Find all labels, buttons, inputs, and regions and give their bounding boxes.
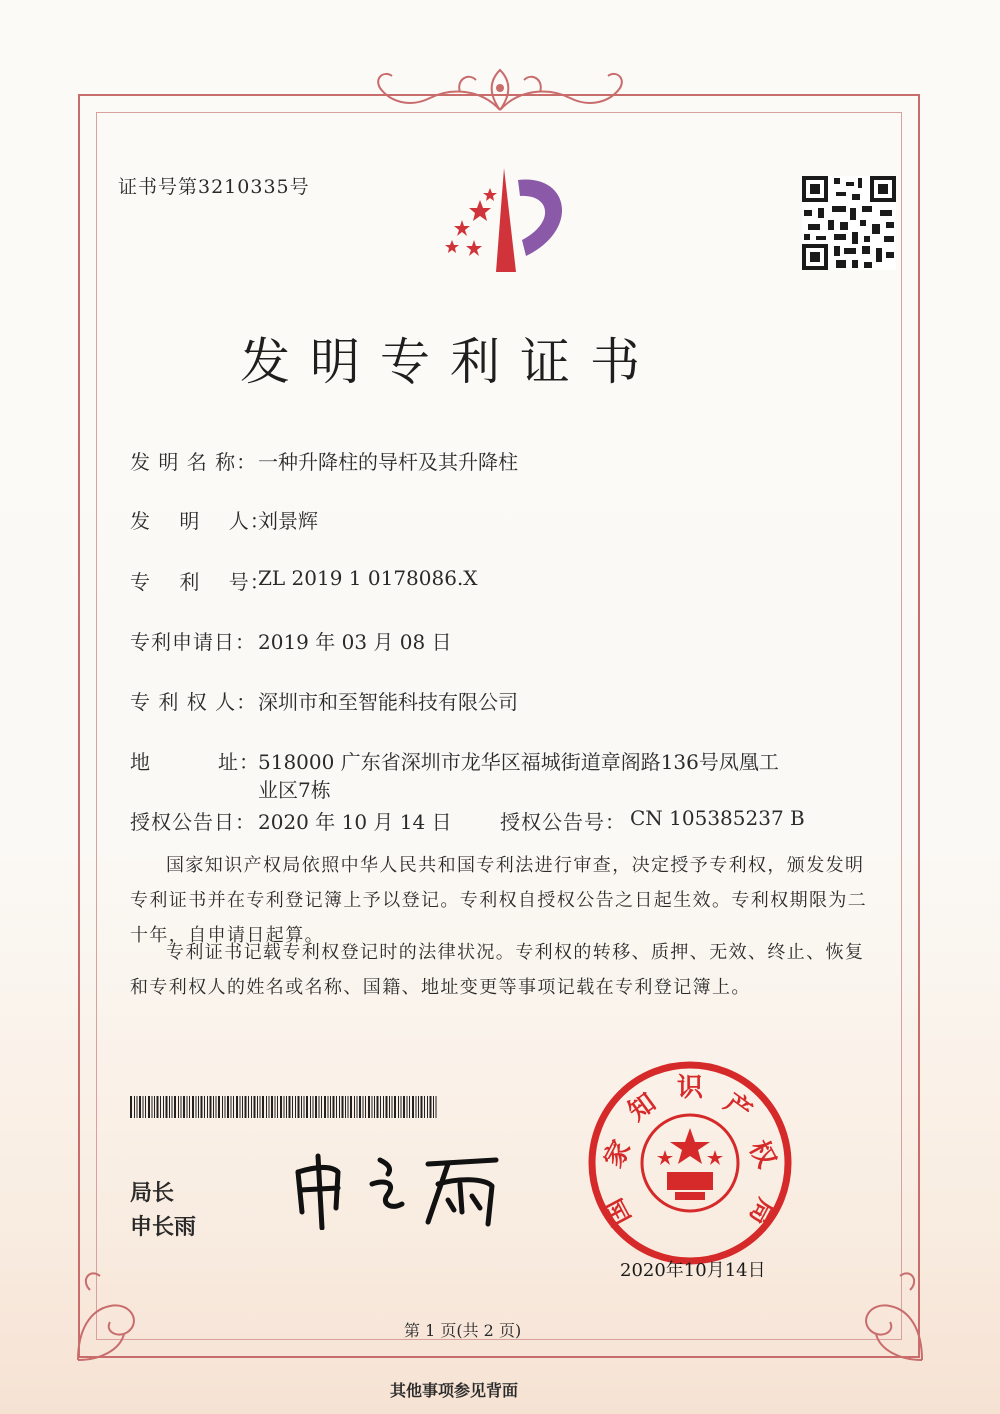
barcode-bar: [319, 1096, 320, 1118]
barcode-bar: [304, 1096, 305, 1118]
barcode-bar: [310, 1096, 311, 1118]
barcode-bar: [436, 1096, 437, 1118]
barcode-bar: [245, 1096, 247, 1118]
barcode-bar: [324, 1096, 326, 1118]
svg-text:知: 知: [622, 1087, 662, 1128]
barcode-bar: [183, 1096, 185, 1118]
barcode-bar: [189, 1096, 190, 1118]
barcode-bar: [240, 1096, 241, 1118]
barcode-bar: [350, 1096, 352, 1118]
barcode-bar: [342, 1096, 344, 1118]
barcode-bar: [424, 1096, 425, 1118]
barcode-bar: [236, 1096, 238, 1118]
patentee-value: 深圳市和至智能科技有限公司: [258, 690, 518, 714]
barcode-bar: [157, 1096, 159, 1118]
barcode-bar: [145, 1096, 146, 1118]
qr-code: [802, 176, 896, 270]
grant-date-value: 2020 年 10 月 14 日: [258, 810, 452, 834]
barcode-bar: [401, 1096, 402, 1118]
director-title: 局长: [130, 1181, 175, 1206]
grant-number-value: CN 105385237 B: [630, 806, 805, 830]
barcode-bar: [275, 1096, 276, 1118]
barcode-bar: [242, 1096, 243, 1118]
barcode-bar: [266, 1096, 267, 1118]
top-ornament: [360, 58, 640, 118]
barcode-bar: [187, 1096, 188, 1118]
barcode-bar: [225, 1096, 226, 1118]
inventor-value: 刘景辉: [258, 509, 318, 533]
barcode-bar: [363, 1096, 364, 1118]
barcode-bar: [306, 1096, 308, 1118]
barcode-bar: [130, 1096, 132, 1118]
official-seal: [585, 1058, 795, 1268]
barcode-bar: [174, 1096, 176, 1118]
statement-paragraph-1: 国家知识产权局依照中华人民共和国专利法进行审查，决定授予专利权，颁发发明专利证书并在专利登记簿上予以登记。专利权自授权公告之日起生效。专利权期限为二十年，自申请日起算。: [130, 855, 868, 946]
barcode-bar: [160, 1096, 161, 1118]
director-name: 申长雨: [130, 1215, 197, 1240]
patent-number-label: 专 利 号：: [130, 570, 271, 594]
barcode-bar: [345, 1096, 346, 1118]
barcode-bar: [213, 1096, 214, 1118]
barcode-bar: [137, 1096, 138, 1118]
barcode-bar: [301, 1096, 302, 1118]
certificate-title: 发明专利证书: [240, 333, 660, 391]
barcode-bar: [257, 1096, 258, 1118]
svg-text:国: 国: [598, 1193, 638, 1231]
barcode-bar: [389, 1096, 390, 1118]
barcode-bar: [407, 1096, 408, 1118]
barcode-bar: [277, 1096, 278, 1118]
address-label-right: 址：: [218, 750, 260, 774]
seal-date: 2020年10月14日: [620, 1260, 766, 1281]
barcode-bar: [398, 1096, 399, 1118]
barcode-bar: [386, 1096, 388, 1118]
barcode: [130, 1096, 440, 1118]
patent-office-logo: [430, 160, 590, 280]
barcode-bar: [251, 1096, 252, 1118]
barcode-bar: [254, 1096, 256, 1118]
barcode-bar: [315, 1096, 317, 1118]
barcode-bar: [321, 1096, 322, 1118]
barcode-bar: [427, 1096, 428, 1118]
barcode-bar: [383, 1096, 384, 1118]
address-line-2: 业区7栋: [258, 778, 331, 802]
barcode-bar: [262, 1096, 264, 1118]
grant-number-label: 授权公告号：: [500, 810, 626, 834]
barcode-bar: [216, 1096, 217, 1118]
barcode-bar: [260, 1096, 261, 1118]
svg-text:家: 家: [598, 1135, 638, 1173]
barcode-bar: [169, 1096, 170, 1118]
certificate-number: 证书号第3210335号: [118, 176, 310, 198]
barcode-bar: [372, 1096, 373, 1118]
svg-text:局: 局: [742, 1193, 782, 1231]
barcode-bar: [227, 1096, 229, 1118]
barcode-bar: [204, 1096, 205, 1118]
barcode-bar: [218, 1096, 220, 1118]
barcode-bar: [196, 1096, 197, 1118]
barcode-bar: [207, 1096, 208, 1118]
patentee-label: 专 利 权 人：: [130, 690, 258, 714]
barcode-bar: [330, 1096, 331, 1118]
barcode-bar: [339, 1096, 340, 1118]
barcode-bar: [403, 1096, 405, 1118]
address-label-left: 地: [130, 750, 151, 774]
inventor-label: 发 明 人：: [130, 509, 271, 533]
application-date-label: 专利申请日：: [130, 630, 256, 654]
barcode-bar: [154, 1096, 155, 1118]
application-date-value: 2019 年 03 月 08 日: [258, 630, 452, 654]
barcode-bar: [365, 1096, 366, 1118]
barcode-bar: [148, 1096, 150, 1118]
barcode-bar: [181, 1096, 182, 1118]
barcode-bar: [421, 1096, 423, 1118]
barcode-bar: [233, 1096, 234, 1118]
barcode-bar: [357, 1096, 358, 1118]
bottom-left-ornament: [60, 1250, 180, 1370]
barcode-bar: [409, 1096, 410, 1118]
barcode-bar: [418, 1096, 419, 1118]
svg-text:权: 权: [742, 1135, 782, 1173]
barcode-bar: [192, 1096, 194, 1118]
svg-text:识: 识: [676, 1073, 704, 1103]
barcode-bar: [433, 1096, 434, 1118]
barcode-bar: [368, 1096, 370, 1118]
page-indicator: 第 1 页(共 2 页): [404, 1321, 522, 1340]
director-signature: [288, 1150, 518, 1230]
barcode-bar: [139, 1096, 141, 1118]
barcode-bar: [178, 1096, 179, 1118]
barcode-bar: [380, 1096, 381, 1118]
barcode-bar: [292, 1096, 293, 1118]
barcode-bar: [289, 1096, 291, 1118]
barcode-bar: [328, 1096, 329, 1118]
barcode-bar: [163, 1096, 164, 1118]
svg-text:产: 产: [718, 1087, 758, 1128]
statement-paragraph-2: 专利证书记载专利权登记时的法律状况。专利权的转移、质押、无效、终止、恢复和专利权人的姓名或名称、国籍、地址变更等事项记载在专利登记簿上。: [130, 942, 865, 998]
patent-number-value: ZL 2019 1 0178086.X: [258, 566, 478, 590]
barcode-bar: [198, 1096, 199, 1118]
barcode-bar: [269, 1096, 270, 1118]
barcode-bar: [172, 1096, 173, 1118]
back-note: 其他事项参见背面: [390, 1381, 519, 1400]
barcode-bar: [348, 1096, 349, 1118]
barcode-bar: [359, 1096, 361, 1118]
barcode-bar: [280, 1096, 282, 1118]
barcode-bar: [143, 1096, 144, 1118]
barcode-bar: [271, 1096, 273, 1118]
barcode-bar: [374, 1096, 375, 1118]
barcode-bar: [286, 1096, 287, 1118]
barcode-bar: [152, 1096, 153, 1118]
barcode-bar: [354, 1096, 355, 1118]
barcode-bar: [298, 1096, 300, 1118]
barcode-bar: [284, 1096, 285, 1118]
barcode-bar: [412, 1096, 414, 1118]
address-line-1: 518000 广东省深圳市龙华区福城街道章阁路136号凤凰工: [258, 750, 779, 774]
barcode-bar: [134, 1096, 135, 1118]
bottom-right-ornament: [820, 1250, 940, 1370]
barcode-bar: [333, 1096, 335, 1118]
invention-name-label: 发 明 名 称：: [130, 450, 258, 474]
barcode-bar: [210, 1096, 212, 1118]
barcode-bar: [392, 1096, 393, 1118]
barcode-bar: [231, 1096, 232, 1118]
barcode-bar: [248, 1096, 249, 1118]
barcode-bar: [201, 1096, 203, 1118]
barcode-bar: [377, 1096, 379, 1118]
barcode-bar: [416, 1096, 417, 1118]
barcode-bar: [295, 1096, 296, 1118]
grant-date-label: 授权公告日：: [130, 810, 256, 834]
barcode-bar: [166, 1096, 168, 1118]
barcode-bar: [394, 1096, 396, 1118]
barcode-bar: [336, 1096, 337, 1118]
barcode-bar: [430, 1096, 432, 1118]
barcode-bar: [222, 1096, 223, 1118]
invention-name-value: 一种升降柱的导杆及其升降柱: [258, 450, 518, 474]
barcode-bar: [313, 1096, 314, 1118]
